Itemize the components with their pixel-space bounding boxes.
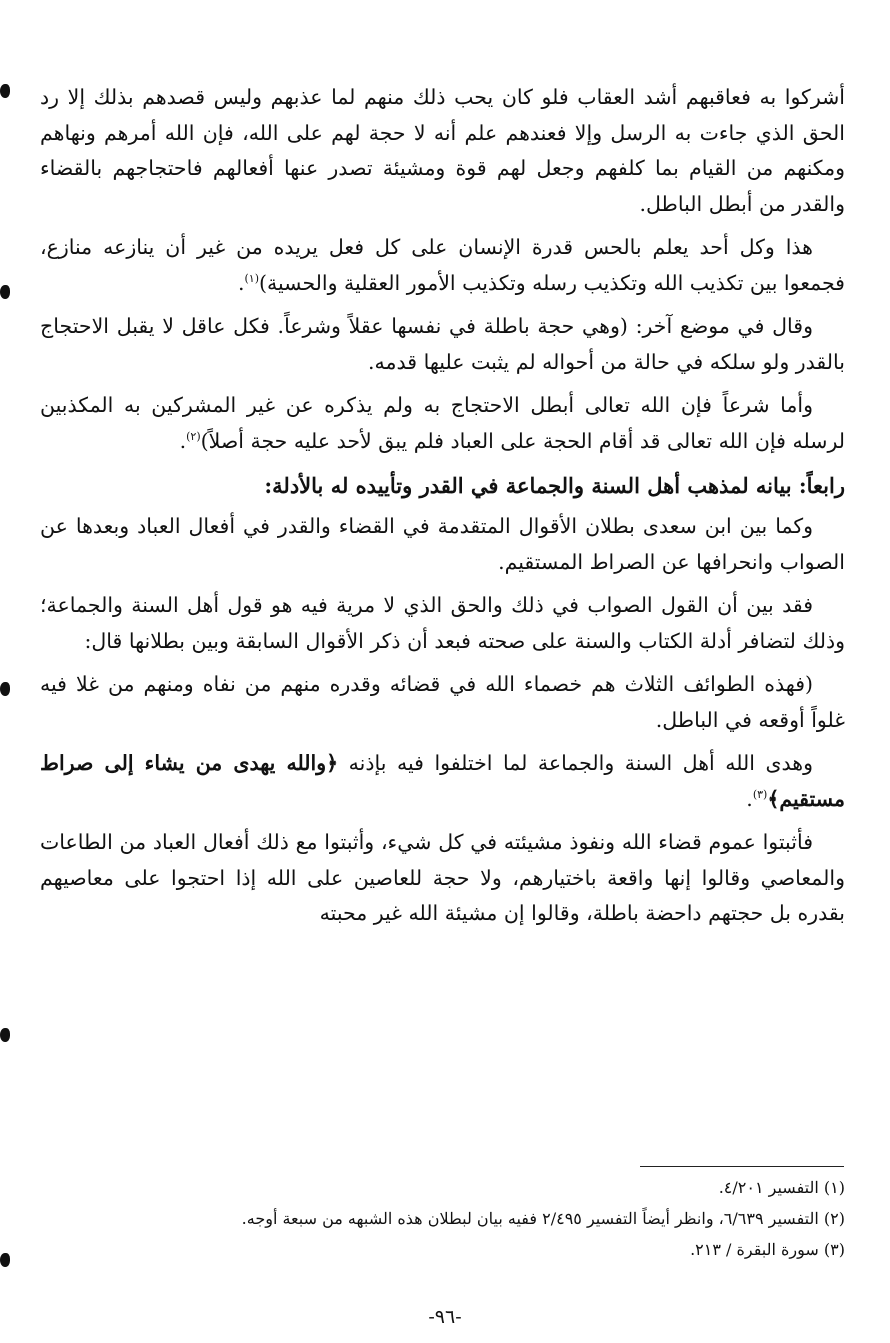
- page-number: -٩٦-: [428, 1306, 462, 1328]
- body-text: [40, 80, 845, 940]
- paragraph: أشركوا به فعاقبهم أشد العقاب فلو كان يحب ذلك منهم لما عذبهم وليس قصدهم بذلك إلا رد الحق الذي جاءت به الرسل وإلا فعندهم علم أنه لا حجة لهم على الله، فإن الله أمرهم ونهاهم ومكنهم من القيام بما كلفهم وجعل لهم قوة ومشيئة تصدر عنها أفعالهم فاحتجاجهم بالقضاء والقدر من أبطل الباطل.: [40, 85, 845, 216]
- paragraph: (فهذه الطوائف الثلاث هم خصماء الله في قضائه وقدره منهم من نفاه ومنهم من غلا فيه غلواً أوقعه في الباطل.: [40, 672, 845, 732]
- footnote: (٣) سورة البقرة / ٢١٣.: [690, 1240, 845, 1259]
- paragraph: وقال في موضع آخر: (وهي حجة باطلة في نفسها عقلاً وشرعاً. فكل عاقل لا يقبل الاحتجاج بالقدر ولو سلكه في حالة من أحواله لم يثبت عليها قدمه.: [40, 314, 845, 374]
- footnote-divider: [640, 1166, 844, 1167]
- quran-verse: ﴿والله يهدى من يشاء إلى صراط مستقيم﴾: [40, 751, 845, 811]
- scan-mark: [0, 84, 10, 98]
- footnote: (٢) التفسير ٦/٦٣٩، وانظر أيضاً التفسير ٢/٤٩٥ ففيه بيان لبطلان هذه الشبهه من سبعة أوجه.: [241, 1209, 845, 1228]
- footnote-ref: (٣): [752, 787, 768, 801]
- scan-mark: [0, 285, 10, 299]
- footnotes: [40, 1172, 845, 1265]
- paragraph: وهدى الله أهل السنة والجماعة لما اختلفوا فيه بإذنه ﴿والله يهدى من يشاء إلى صراط مستقيم﴾$^{(٣)}$.: [40, 751, 845, 811]
- scan-mark: [0, 1028, 10, 1042]
- footnote-ref: (٢): [186, 429, 201, 443]
- section-heading: رابعاً: بيانه لمذهب أهل السنة والجماعة في القدر وتأييده له بالأدلة:: [264, 473, 845, 498]
- paragraph: وكما بين ابن سعدى بطلان الأقوال المتقدمة في القضاء والقدر في أفعال العباد وبعدها عن الصواب وانحرافها عن الصراط المستقيم.: [40, 514, 845, 574]
- footnote-ref: (١): [244, 271, 259, 285]
- paragraph: فقد بين أن القول الصواب في ذلك والحق الذي لا مرية فيه هو قول أهل السنة والجماعة؛ وذلك لتضافر أدلة الكتاب والسنة على صحته فبعد أن ذكر الأقوال السابقة وبين بطلانها قال:: [40, 593, 845, 653]
- paragraph: هذا وكل أحد يعلم بالحس قدرة الإنسان على كل فعل يريده من غير أن ينازعه منازع، فجمعوا بين تكذيب الله وتكذيب رسله وتكذيب الأمور العقلية والحسية)$^{(١)}$.: [40, 235, 845, 295]
- scan-mark: [0, 682, 10, 696]
- paragraph: وأما شرعاً فإن الله تعالى أبطل الاحتجاج به ولم يذكره عن غير المشركين به المكذبين لرسله فإن الله تعالى قد أقام الحجة على العباد فلم يبق لأحد عليه حجة أصلاً)$^{(٢)}$.: [40, 393, 845, 453]
- paragraph: فأثبتوا عموم قضاء الله ونفوذ مشيئته في كل شيء، وأثبتوا مع ذلك أفعال العباد من الطاعات والمعاصي وقالوا إنها واقعة باختيارهم، ولا حجة للعاصين على الله إذا احتجوا على معاصيهم بقدره بل حجتهم داحضة باطلة، وقالوا إن مشيئة الله غير محبته: [40, 830, 845, 925]
- scan-mark: [0, 1253, 10, 1267]
- footnote: (١) التفسير ٤/٢٠١.: [718, 1178, 845, 1197]
